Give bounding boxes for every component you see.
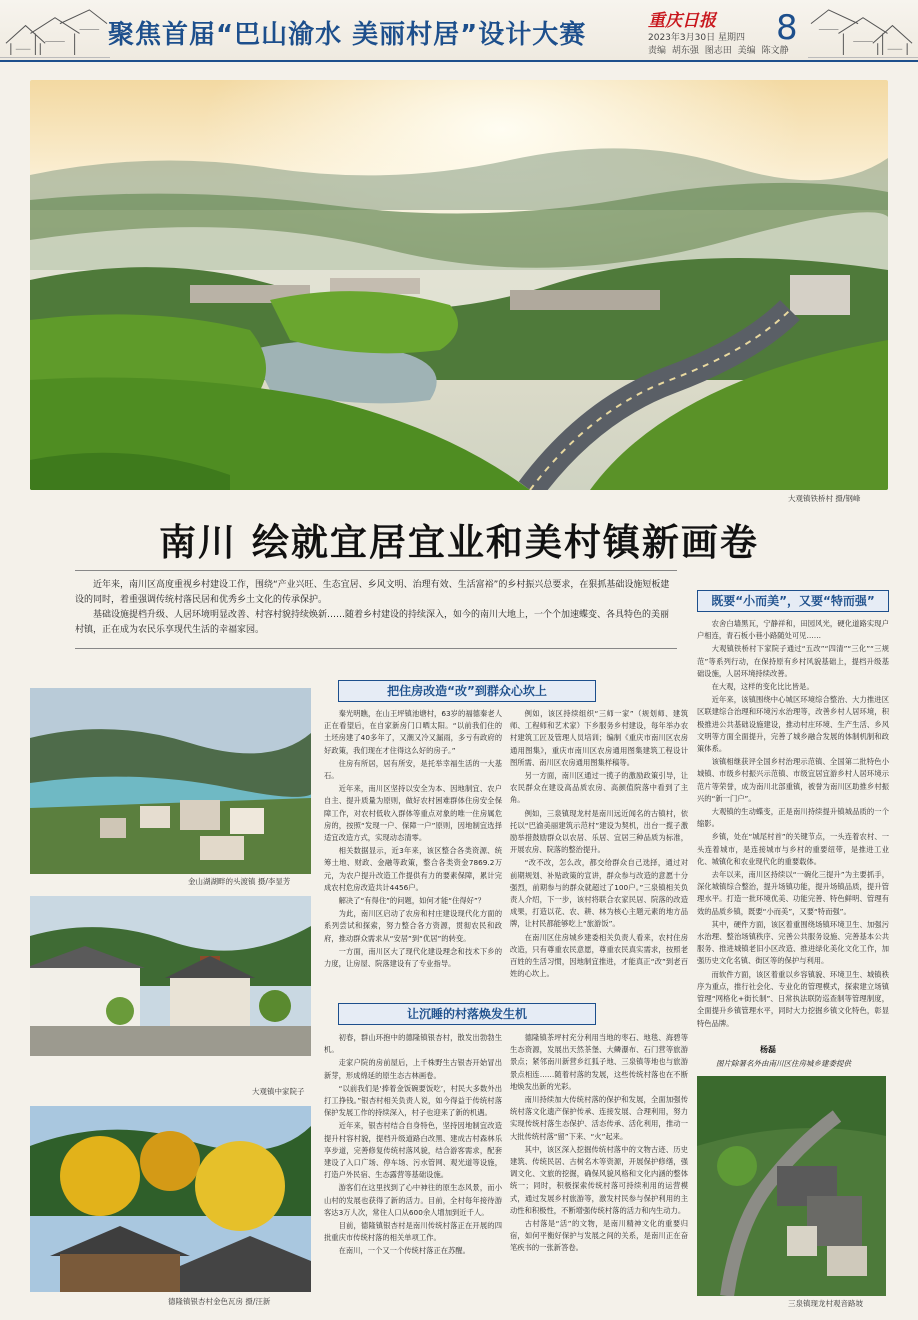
paragraph: 近年来，南川区坚持以安全为本、因地制宜、农户自主、提升质量为原则，做好农村困难群体住房安全保障工作，对农村低收入群体等重点对象的唯一住房属危房的，按照“发现一户、保障一户”原则，因地制宜选择适宜改造方式，实现动态清零。: [324, 784, 502, 843]
editor-name: 图志田: [704, 46, 732, 56]
paragraph: 该镇相继获评全国乡村治理示范镇、全国第二批特色小城镇、市级乡村振兴示范镇、市级宜居宜游乡村人居环境示范片等荣誉，成为南川北部重镇，被誉为南川区助推乡村振兴的“新一门户”。: [697, 757, 889, 803]
section-banner-title: 聚焦首届“巴山渝水 美丽村居”设计大赛: [108, 20, 587, 50]
house-sketch-left: [0, 4, 110, 58]
house-sketch-right: [808, 4, 918, 58]
main-headline: 南川 绘就宜居宜业和美村镇新画卷: [159, 521, 759, 564]
paragraph: 农舍白墙黑瓦，宁静祥和，田园风光，硬化道路实现户户相连，青石板小巷小路随处可见……: [697, 619, 889, 641]
paragraph: “改不改，怎么改，都交给群众自己选择，通过对前期规划、补贴政策的宣讲，群众参与改造的意愿十分强烈，前期参与的群众就超过了100户。”三泉镇相关负责人介绍，下一步，该村将联合农家民居、院落的改造成果，打造以花、农、耕、林为核心主题元素的地方品牌，让村民都能够吃上“旅游饭”。: [510, 858, 688, 929]
editors-line: [648, 43, 789, 56]
paragraph: 近年来，该镇围绕中心城区环境综合整治、大力推进区区联建综合治理和环境污水治理等，改善乡村人居环境，积极推进公共基础设施建设，推动村庄环境、生产生活、乡风文明等方面全面提升，完善了城乡融合发展的体制机制和政策体系。: [697, 695, 889, 754]
paragraph: “以前我们是‘捧着金饭碗要饭吃’，村民大多数外出打工挣钱。”银杏村相关负责人说，如今得益于传统村落保护发展工作的持续深入，村子也迎来了新的机遇。: [324, 1083, 502, 1118]
paragraph: 在南川区住房城乡建委相关负责人看来，农村住房改造，只有尊重农民意愿，尊重农民真实需求，按照老百姓的生活习惯，因地制宜推进，才能真正“改”到老百姓的心坎上。: [510, 932, 688, 979]
paragraph: 秦光明瞧，在山王坪镇池塘村，63岁的福德秦老人正在看望后，在自家新房门口晒太阳。“以前我们住的土坯房建了40多年了，又潮又冷又漏雨，多亏有政府的好政策，我们现在才住得这么好的房子。”: [324, 709, 502, 755]
divider-line: [75, 648, 677, 649]
section-heading-village-revival: 让沉睡的村落焕发生机: [338, 1003, 596, 1025]
section-heading-housing-renovation: 把住房改造“改”到群众心坎上: [338, 680, 596, 702]
paragraph: 其中，该区深入挖掘传统村落中的文物古迹、历史建筑、传统民居、古树名木等资源，开展保护修缮，强调文化、文旅的挖掘，确保风貌风格和文化内涵的整体统一；同时，积极探索传统村落可持续利用的运营模式，通过发展乡村旅游等，激发村民参与保护利用的主动性和积极性，不断增强传统村落的活力和内生动力。: [510, 1144, 688, 1215]
paragraph: 近年来，银杏村结合自身特色，坚持因地制宜改造提升村容村貌，提档升级道路白改黑、建成古村森林乐享步道，完善修复传统村落风貌，结合游客需求，配套建设了入口广场、停车场、污水管网、观光道等设施，打造户外民宿、生态露营等基础设施。: [324, 1121, 502, 1180]
article-column-1: [324, 708, 502, 996]
paragraph: 住房有所居，居有所安，是托举幸福生活的一大基石。: [324, 758, 502, 781]
section-heading-small-beautiful: 既要“小而美”，又要“特而强”: [697, 590, 889, 612]
issue-date: 2023年3月30日 星期四: [648, 33, 745, 43]
photo-caption: 金山湖湖畔的头渡镇 摄/李显芳: [188, 877, 291, 886]
paragraph: 大观镇铁桥村下家院子通过“五改”“四清”“三化”“三规范”等系列行动，在保持原有乡村风貌基础上，提档升级基础设施，人居环境持续改善。: [697, 644, 889, 678]
newspaper-logo: 重庆日报: [648, 11, 716, 31]
paragraph: 为此，南川区启动了农房和村庄建设现代化方面的系列尝试和探索，努力整合各方资源，贯彻农民和政府，推动群众需求从“安居”到“优居”的转变。: [324, 909, 502, 943]
photo-zhongjia-courtyard: [30, 896, 311, 1056]
paragraph: 南川持续加大传统村落的保护和发展，全面加强传统村落文化遗产保护传承、连接发展、合理利用，努力实现传统村落生态保护、活态传承、活化利用，推动一大批传统村落“留”下来、“火”起来。: [510, 1095, 688, 1141]
photo-caption: 三泉镇现龙村观音路坡: [788, 1299, 863, 1308]
article-column-3: [324, 1032, 502, 1312]
hero-photo-valley-village: [30, 80, 888, 490]
paragraph: 一方面，南川区大了现代化建设理念和技术下乡的力度，让房屋、院落建设有了专业指导。: [324, 946, 502, 969]
intro-paragraphs: [75, 578, 677, 638]
article-column-2: [510, 708, 688, 996]
photo-toudu-town-lakeside: [30, 688, 311, 874]
paragraph: 解决了“有得住”的问题，如何才能“住得好”？: [338, 896, 486, 906]
page-masthead: [0, 0, 918, 62]
paragraph: 走家户院的房前屋后，上千株野生古银杏开始冒出新芽，形成绵延的原生态古林画卷。: [324, 1058, 502, 1080]
divider-line: [75, 570, 677, 571]
editor-label: 责编: [648, 46, 667, 56]
paragraph: 在大观，这样的变化比比皆是。: [711, 682, 814, 692]
paragraph: 乡镇，处在“城尾村首”的关键节点，一头连着农村、一头连着城市，是连接城市与乡村的重要纽带，是推进工业化、城镇化和农业现代化的重要载体。: [697, 832, 889, 866]
photo-caption: 大观镇中家院子: [252, 1087, 305, 1096]
photo-xianlong-village-road: [697, 1076, 886, 1296]
paragraph: 古村落是“活”的文物，是南川精神文化的重要归宿，如何平衡好保护与发展之间的关系，是南川正在奋笔疾书的一张新答卷。: [510, 1219, 688, 1253]
photo-caption: 德隆镇银杏村金色瓦房 摄/汪新: [168, 1297, 271, 1306]
author-credit: 杨磊: [760, 1045, 776, 1054]
paragraph: 另一方面，南川区通过一揽子的激励政策引导，让农民群众在建设高品质农房、高颜值院落中看到了主角。: [510, 771, 688, 805]
paragraph: 去年以来，南川区持续以“一碗化三提升”为主要抓手，深化城镇综合整治，提升场镇功能，提升场镇品质，提升管理水平。打造一批环境优美、功能完善、特色鲜明、管理有效的品质乡镇，既要“小而美”，又要“特而强”。: [697, 870, 889, 916]
editor-name: 陈文静: [761, 46, 789, 56]
paragraph: 例如，该区持续组织“三师一家”（规划师、建筑师、工程师和艺术家）下乡服务乡村建设，每年举办农村建筑工匠及管理人员培训；编制《重庆市南川区农房通用图集》，重庆市南川区农房通用图集建筑工程设计图所需、南川区农房通用图集样稿等。: [510, 709, 688, 767]
paragraph: 游客们在这里找到了心中神往的原生态风景，而小山村的发展也获得了新的活力。目前，全村每年接待游客达3万人次，常住人口从600余人增加到近千人。: [324, 1183, 502, 1217]
paragraph: 初春，群山环抱中的德隆镇银杏村，散发出勃勃生机。: [324, 1033, 502, 1055]
paragraph: 目前，德隆镇银杏村是南川传统村落正在开展的四批重庆市传统村落的相关单项工作。: [324, 1221, 502, 1243]
article-column-5: [697, 618, 889, 1038]
photo-credit-note: 图片除署名外由南川区住房城乡建委提供: [716, 1059, 851, 1068]
editor-name: 胡东强: [671, 46, 699, 56]
article-column-4: [510, 1032, 688, 1312]
intro-paragraph: 近年来，南川区高度重视乡村建设工作，围绕“产业兴旺、生态宜居、乡风文明、治理有效、生活富裕”的乡村振兴总要求，在狠抓基础设施短板建设的同时，着重强调传统村落民居和优秀乡土文化的传承保护。: [75, 580, 670, 605]
paragraph: 例如，三泉镇现龙村是南川远近闻名的古镇村，依托以“巴渝美丽建筑示范村”建设为契机，出台一揽子激励举措鼓励群众以农居、乐居、宜居三种品质为标准，开展农房、院落的整治提升。: [510, 808, 688, 855]
editor-label: 美编: [737, 46, 756, 56]
paragraph: 而软件方面，该区着重以乡容镇貌、环境卫生、城镇秩序为重点，推行社会化、专业化的管理模式，探索建立场镇管理“网格化+街长制”、日常执法联防巡查制等管理制度，全面提升乡镇管理水平，同时大力挖掘乡镇文化特色，彰显特色品牌。: [697, 969, 889, 1028]
paragraph: 其中，硬件方面，该区着重围绕场镇环境卫生、加强污水治理、整治场镇秩序、完善公共服务设施、完善基本公共服务、推进城镇老旧小区改造、推进绿化美化文化工作，加强历史文化名镇、街区等的保护与利用。: [697, 919, 889, 966]
page-number: 8: [776, 8, 798, 48]
hero-photo-caption: 大观镇铁桥村 摄/钢峰: [788, 494, 861, 503]
paragraph: 大观镇的生动蝶变，正是南川持续提升镇城品质的一个缩影。: [697, 807, 889, 829]
paragraph: 在南川，一个又一个传统村落正在苏醒。: [338, 1246, 470, 1256]
photo-yinxing-village: [30, 1106, 311, 1292]
paragraph: 德隆镇茶坪村充分利用当地的枣石、地毯、海碧等生态资源，发展出天然茶堡、大鳞瀑布、石门营等旅游景点；紧邻南川新营乡红狐子地、三泉镇等地也与旅游景点相连……随着村落的发展，这些传统村落也在不断地焕发出新的光彩。: [510, 1033, 688, 1091]
intro-paragraph: 基础设施提档升级、人居环境明显改善、村容村貌持续焕新……随着乡村建设的持续深入，如今的南川大地上，一个个加速蝶变、各具特色的美丽村镇，正在成为农民乐享现代生活的幸福家园。: [75, 610, 670, 635]
paragraph: 相关数据显示，近3年来，该区整合各类资源、统筹土地、财政、金融等政策，整合各类资金7869.2万元，为农户提升改造工作提供有力的要素保障，累计完成农村危房改造共计4456户。: [324, 846, 502, 892]
